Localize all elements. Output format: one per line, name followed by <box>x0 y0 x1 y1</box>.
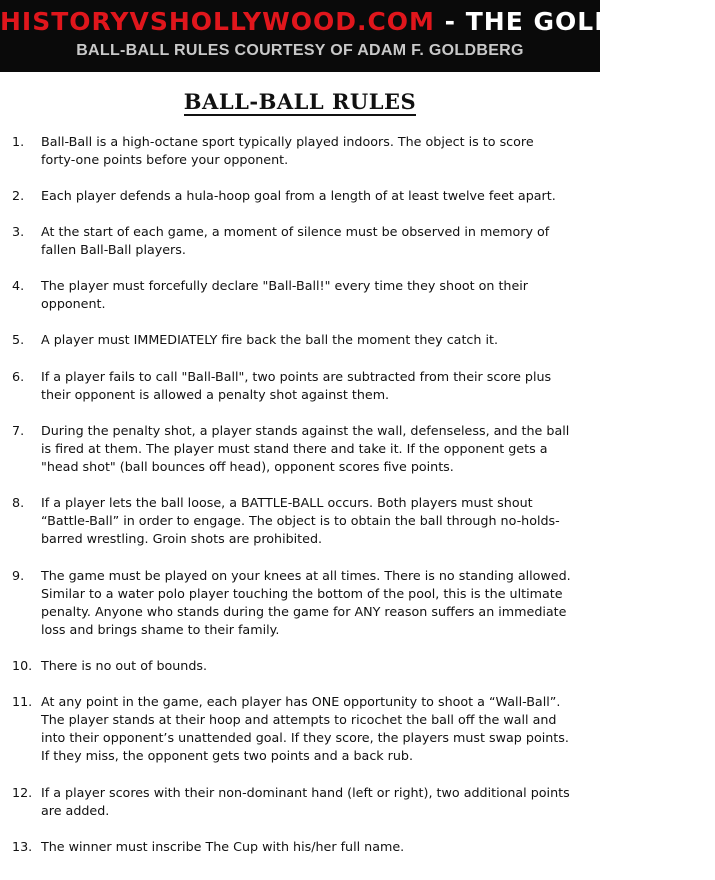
rule-line: Each player defends a hula-hoop goal from a length of at least twelve feet apart. <box>41 188 556 203</box>
rule-line: are added. <box>41 803 110 818</box>
rule-line: Similar to a water polo player touching the bottom of the pool, this is the ultimate <box>41 586 563 601</box>
rule-line: forty-one points before your opponent. <box>41 152 289 167</box>
rule-text <box>41 494 560 548</box>
document-title-wrap <box>0 89 600 115</box>
rule-line: At the start of each game, a moment of silence must be observed in memory of <box>41 224 550 239</box>
rule-line: During the penalty shot, a player stands against the wall, defenseless, and the ball <box>41 423 570 438</box>
rule-text <box>41 133 534 169</box>
rule-line: fallen Ball-Ball players. <box>41 242 186 257</box>
title-separator: - <box>434 7 466 36</box>
rule-line: “Battle-Ball” in order to engage. The object is to obtain the ball through no-holds- <box>41 513 560 528</box>
banner-title <box>0 6 715 38</box>
rule-number: 3. <box>12 224 25 239</box>
rule-line: "head shot" (ball bounces off head), opponent scores five points. <box>41 459 454 474</box>
show-name: THE GOLDBERGS <box>465 7 715 36</box>
rule-number: 2. <box>12 188 25 203</box>
rule-text <box>41 223 549 259</box>
rule-number: 6. <box>12 369 25 384</box>
document-title: BALL-BALL RULES <box>183 89 417 114</box>
rule-text <box>41 784 570 820</box>
rule-line: A player must IMMEDIATELY fire back the ball the moment they catch it. <box>41 332 499 347</box>
rule-number: 7. <box>12 423 25 438</box>
rule-number: 13. <box>12 839 33 854</box>
rule-line: There is no out of bounds. <box>41 658 208 673</box>
rule-line: The player stands at their hoop and attempts to ricochet the ball off the wall and <box>41 712 557 727</box>
rule-text <box>41 331 498 349</box>
rule-text <box>41 693 569 765</box>
rule-number: 5. <box>12 332 25 347</box>
rule-line: opponent. <box>41 296 106 311</box>
rule-line: The game must be played on your knees at all times. There is no standing allowed. <box>41 568 571 583</box>
rule-line: The winner must inscribe The Cup with his/her full name. <box>41 839 405 854</box>
rule-line: into their opponent’s unattended goal. If they score, the players must swap points. <box>41 730 569 745</box>
rule-line: barred wrestling. Groin shots are prohibited. <box>41 531 323 546</box>
rule-line: penalty. Anyone who stands during the game for ANY reason suffers an immediate <box>41 604 567 619</box>
rule-text <box>41 567 571 639</box>
rule-text <box>41 657 207 675</box>
rule-number: 12. <box>12 785 33 800</box>
site-banner <box>0 0 715 72</box>
rule-number: 10. <box>12 658 33 673</box>
site-name: HISTORYVSHOLLYWOOD.COM <box>0 7 435 36</box>
rule-number: 4. <box>12 278 25 293</box>
rule-text <box>41 368 551 404</box>
rule-line: If they miss, the opponent gets two points and a back rub. <box>41 748 414 763</box>
rule-line: If a player scores with their non-dominant hand (left or right), two additional points <box>41 785 570 800</box>
rule-number: 8. <box>12 495 25 510</box>
rule-line: Ball-Ball is a high-octane sport typically played indoors. The object is to score <box>41 134 534 149</box>
rule-line: If a player lets the ball loose, a BATTLE-BALL occurs. Both players must shout <box>41 495 533 510</box>
rule-text <box>41 838 404 856</box>
rule-line: At any point in the game, each player has ONE opportunity to shoot a “Wall-Ball”. <box>41 694 561 709</box>
rule-number: 9. <box>12 568 25 583</box>
rule-text <box>41 187 556 205</box>
rule-line: The player must forcefully declare "Ball-Ball!" every time they shoot on their <box>41 278 529 293</box>
rule-line: If a player fails to call "Ball-Ball", two points are subtracted from their score plus <box>41 369 552 384</box>
rule-number: 11. <box>12 694 33 709</box>
rule-line: loss and brings shame to their family. <box>41 622 280 637</box>
rule-line: their opponent is allowed a penalty shot against them. <box>41 387 390 402</box>
rule-text <box>41 422 569 476</box>
rule-number: 1. <box>12 134 25 149</box>
rule-text <box>41 277 528 313</box>
rule-line: is fired at them. The player must stand there and take it. If the opponent gets a <box>41 441 548 456</box>
banner-subtitle: BALL-BALL RULES COURTESY OF ADAM F. GOLDBERG <box>76 42 524 59</box>
